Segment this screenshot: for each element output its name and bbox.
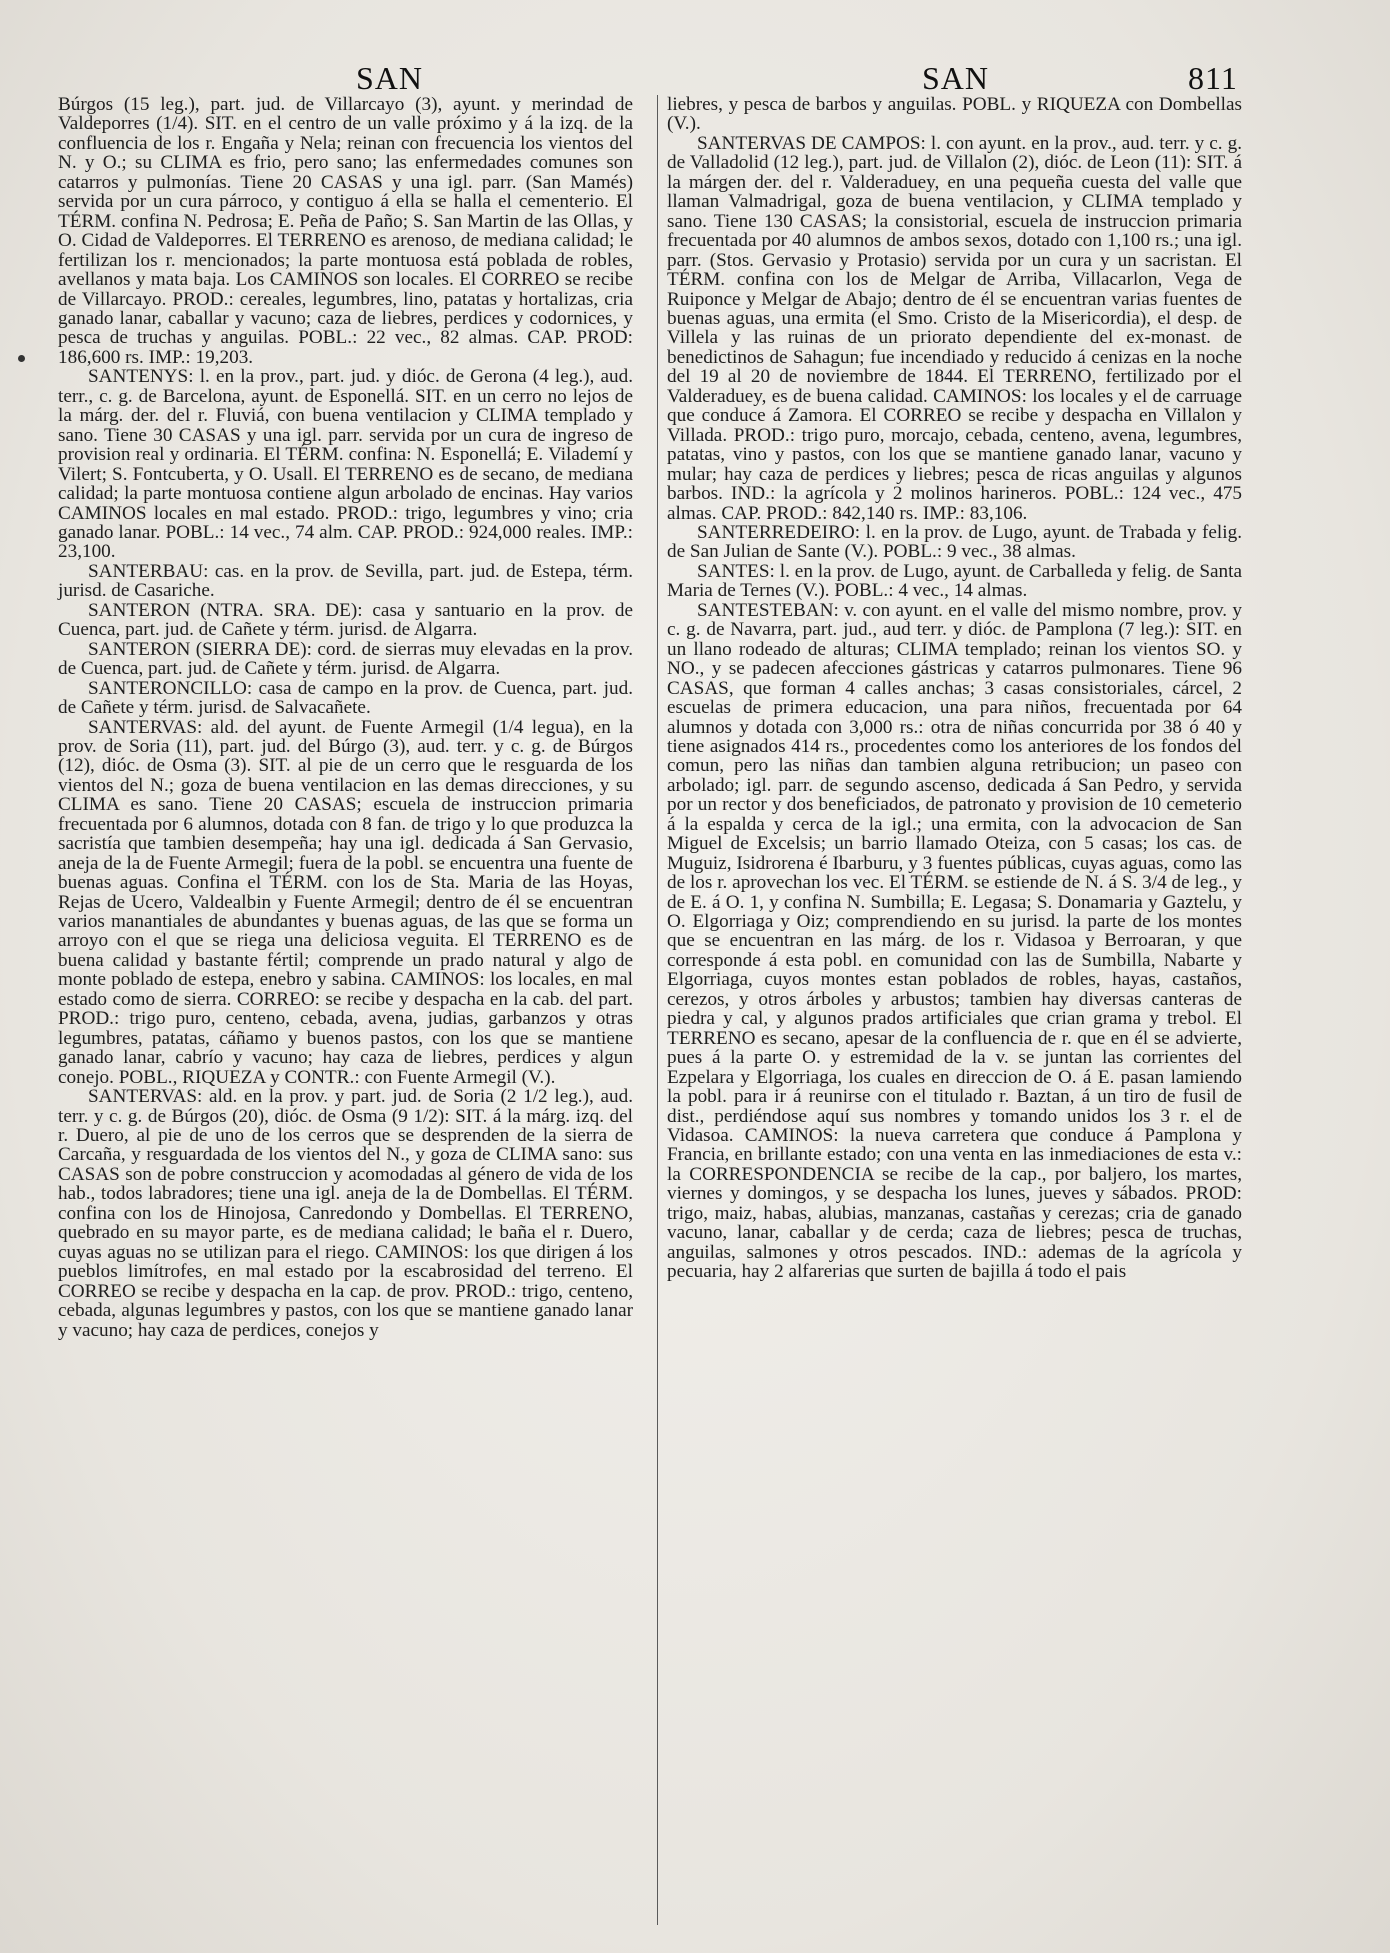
entry-paragraph: SANTENYS: l. en la prov., part. jud. y dióc. de Gerona (4 leg.), aud. terr., c. g. de Barcelona, ayunt. de Esponellá. SIT. en un cerro no lejos de la márg. der. del r. Fluviá, con buena ventilacion y CLIMA templado y sano. Tiene 30 CASAS y una igl. parr. servida por un cura de ingreso de provision real y ordinaria. El TÉRM. confina: N. Esponellá; E. Vilademí y Vilert; S. Fontcuberta, y O. Usall. El TERRENO es de secano, de mediana calidad; la parte montuosa contiene algun arbolado de encinas. Hay varios CAMINOS locales en mal estado. PROD.: trigo, legumbres y vino; cria ganado lanar. POBL.: 14 vec., 74 alm. CAP. PROD.: 924,000 reales. IMP.: 23,100. <box>58 366 633 563</box>
entry-paragraph: liebres, y pesca de barbos y anguilas. POBL. y RIQUEZA con Dombellas (V.). <box>667 94 1242 135</box>
entry-paragraph: SANTERON (SIERRA DE): cord. de sierras muy elevadas en la prov. de Cuenca, part. jud. de Cañete y térm. jurisd. de Algarra. <box>58 638 633 680</box>
running-head-center: SAN <box>922 60 990 96</box>
entry-paragraph: SANTERVAS: ald. del ayunt. de Fuente Armegil (1/4 legua), en la prov. de Soria (11), part. jud. del Búrgo (3), aud. terr. y c. g. de Búrgos (12), dióc. de Osma (3). SIT. al pie de un cerro que le resguarda de los vientos del N.; goza de buena ventilacion en las demas direcciones, y su CLIMA es sano. Tiene 20 CASAS; escuela de instruccion primaria frecuentada por 6 alumnos, dotada con 8 fan. de trigo y lo que produzca la sacristía que tambien desempeña; hay una igl. dedicada á San Gervasio, aneja de la de Fuente Armegil; fuera de la pobl. se encuentra una fuente de buenas aguas. Confina el TÉRM. con los de Sta. Maria de las Hoyas, Rejas de Ucero, Valdealbin y Fuente Armegil; dentro de él se encuentran varios manantiales de abundantes y buenas aguas, de las que se forma un arroyo con el que se riega una deliciosa veguita. El TERRENO es de buena calidad y bastante fértil; comprende un prado natural y algo de monte poblado de estepa, enebro y sabina. CAMINOS: los locales, en mal estado como de sierra. CORREO: se recibe y despacha en la cab. del part. PROD.: trigo puro, centeno, cebada, avena, judias, garbanzos y otras legumbres, patatas, cáñamo y buenos pastos, con los que se mantiene ganado lanar, cabrío y vacuno; hay caza de liebres, perdices y algun conejo. POBL., RIQUEZA y CONTR.: con Fuente Armegil (V.). <box>58 716 633 1088</box>
entry-paragraph: SANTERREDEIRO: l. en la prov. de Lugo, ayunt. de Trabada y felig. de San Julian de Sante (V.). POBL.: 9 vec., 38 almas. <box>667 521 1242 563</box>
margin-mark <box>18 355 25 362</box>
entry-paragraph: SANTERON (NTRA. SRA. DE): casa y santuario en la prov. de Cuenca, part. jud. de Cañete y térm. jurisd. de Algarra. <box>58 599 633 641</box>
entry-paragraph: Búrgos (15 leg.), part. jud. de Villarcayo (3), ayunt. y merindad de Valdeporres (1/4). SIT. en el centro de un valle próximo y á la izq. de la confluencia de los r. Engaña y Nela; reinan con frecuencia los vientos del N. y O.; su CLIMA es frio, pero sano; las enfermedades comunes son catarros y pulmonías. Tiene 20 CASAS y una igl. parr. (San Mamés) servida por un cura párroco, y contiguo á ella se halla el cementerio. El TÉRM. confina N. Pedrosa; E. Peña de Paño; S. San Martin de las Ollas, y O. Cidad de Valdeporres. El TERRENO es arenoso, de mediana calidad; le fertilizan los r. mencionados; la parte montuosa está poblada de robles, avellanos y mata baja. Los CAMINOS son locales. El CORREO se recibe de Villarcayo. PROD.: cereales, legumbres, lino, patatas y hortalizas, cria ganado lanar, caballar y vacuno; caza de liebres, perdices y codornices, y pesca de truchas y anguilas. POBL.: 22 vec., 82 almas. CAP. PROD: 186,600 rs. IMP.: 19,203. <box>58 94 633 368</box>
entry-paragraph: SANTES: l. en la prov. de Lugo, ayunt. de Carballeda y felig. de Santa Maria de Ternes (V.). POBL.: 4 vec., 14 almas. <box>667 560 1242 602</box>
column-divider <box>657 95 658 1925</box>
entry-paragraph: SANTERVAS DE CAMPOS: l. con ayunt. en la prov., aud. terr. y c. g. de Valladolid (12 leg.), part. jud. de Villalon (2), dióc. de Leon (11): SIT. á la márgen der. del r. Valderaduey, en una pequeña cuesta del valle que llaman Valmadrigal, goza de buena ventilacion, y CLIMA templado y sano. Tiene 130 CASAS; la consistorial, escuela de instruccion primaria frecuentada por 40 alumnos de ambos sexos, dotado con 1,100 rs.; una igl. parr. (Stos. Gervasio y Protasio) servida por un cura y un sacristan. El TÉRM. confina con los de Melgar de Arriba, Villacarlon, Vega de Ruiponce y Melgar de Abajo; dentro de él se encuentran varias fuentes de buenas aguas, una ermita (el Smo. Cristo de la Misericordia), el desp. de Villela y las ruinas de un priorato dependiente del ex-monast. de benedictinos de Sahagun; fue incendiado y reducido á cenizas en la noche del 19 al 20 de noviembre de 1844. El TERRENO, fertilizado por el Valderaduey, es de buena calidad. CAMINOS: los locales y el de carruage que conduce á Zamora. El CORREO se recibe y despacha en Villalon y Villada. PROD.: trigo puro, morcajo, cebada, centeno, avena, legumbres, patatas, vino y pastos, con los que se mantiene ganado lanar, vacuno y mular; hay caza de perdices y liebres; pesca de ricas anguilas y algunos barbos. IND.: la agrícola y 2 molinos harineros. POBL.: 124 vec., 475 almas. CAP. PROD.: 842,140 rs. IMP.: 83,106. <box>667 132 1242 524</box>
entry-paragraph: SANTERONCILLO: casa de campo en la prov. de Cuenca, part. jud. de Cañete y térm. jurisd. de Salvacañete. <box>58 677 633 719</box>
right-column <box>667 95 1242 1282</box>
running-head-left: SAN <box>356 60 424 96</box>
entry-paragraph: SANTERVAS: ald. en la prov. y part. jud. de Soria (2 1/2 leg.), aud. terr. y c. g. de Búrgos (20), dióc. de Osma (9 1/2): SIT. á la márg. izq. del r. Duero, al pie de uno de los cerros que se desprenden de la sierra de Carcaña, y resguardada de los vientos del N., y goza de CLIMA sano: sus CASAS son de pobre construccion y acomodadas al género de vida de los hab., todos labradores; tiene una igl. aneja de la de Dombellas. El TÉRM. confina con los de Hinojosa, Canredondo y Dombellas. El TERRENO, quebrado en su mayor parte, es de mediana calidad; le baña el r. Duero, cuyas aguas no se utilizan para el riego. CAMINOS: los que dirigen á los pueblos limítrofes, en mal estado por la escabrosidad del terreno. El CORREO se recibe y despacha en la cap. de prov. PROD.: trigo, centeno, cebada, algunas legumbres y pastos, con los que se mantiene ganado lanar y vacuno; hay caza de perdices, conejos y <box>58 1086 633 1341</box>
page-number: 811 <box>1188 60 1238 96</box>
entry-paragraph: SANTERBAU: cas. en la prov. de Sevilla, part. jud. de Estepa, térm. jurisd. de Casariche. <box>58 560 633 602</box>
entry-paragraph: SANTESTEBAN: v. con ayunt. en el valle del mismo nombre, prov. y c. g. de Navarra, part. jud., aud terr. y dióc. de Pamplona (7 leg.): SIT. en un llano rodeado de alturas; CLIMA templado; reinan los vientos SO. y NO., y se padecen afecciones gástricas y catarros pulmonares. Tiene 96 CASAS, que forman 4 calles anchas; 3 casas consistoriales, cárcel, 2 escuelas de primera educacion, una para niños, frecuentada por 64 alumnos y dotada con 3,000 rs.: otra de niñas concurrida por 38 ó 40 y tiene asignados 414 rs., procedentes como los anteriores de los fondos del comun, pero las niñas dan tambien alguna retribucion; un paseo con arbolado; igl. parr. de segundo ascenso, dedicada á San Pedro, y servida por un rector y dos beneficiados, de patronato y provision de 10 cemeterio á la espalda y cerca de la igl.; una ermita, con la advocacion de San Miguel de Excelsis; un barrio llamado Oteiza, con 5 casas; los cas. de Muguiz, Isidrorena é Ibarburu, y 3 fuentes públicas, cuyas aguas, como las de los r. aprovechan los vec. El TÉRM. se estiende de N. á S. 3/4 de leg., y de E. á O. 1, y confina N. Sumbilla; E. Legasa; S. Donamaria y Gaztelu, y O. Elgorriaga y Oiz; comprendiendo en su jurisd. la parte de los montes que se encuentran en las márg. de los r. Vidasoa y Berroaran, y que corresponde á esta pobl. en comunidad con las de Sumbilla, Nabarte y Elgorriaga, cuyos montes estan poblados de robles, hayas, castaños, cerezos, y otros árboles y arbustos; tambien hay diversas canteras de piedra y cal, y algunos prados artificiales que crian grama y trebol. El TERRENO es secano, apesar de la confluencia de r. que en él se advierte, pues á la parte O. y estremidad de la v. se juntan las corrientes del Ezpelara y Elgorriaga, los cuales en direccion de O. á E. pasan lamiendo la pobl. para ir á reunirse con el titulado r. Baztan, á un tiro de fusil de dist., perdiéndose aquí sus nombres y tomando unidos los 3 r. el de Vidasoa. CAMINOS: la nueva carretera que conduce á Pamplona y Francia, en brillante estado; con una venta en las inmediaciones de esta v.: la CORRESPONDENCIA se recibe de la cap., por baljero, los martes, viernes y domingos, y se despacha los lunes, jueves y sábados. PROD: trigo, maiz, habas, alubias, manzanas, castañas y cerezas; cria de ganado vacuno, lanar, caballar y de cerda; caza de liebres; pesca de truchas, anguilas, salmones y otros pescados. IND.: ademas de la agrícola y pecuaria, hay 2 alfarerias que surten de bajilla á todo el pais <box>667 599 1242 1283</box>
left-column <box>58 95 633 1340</box>
